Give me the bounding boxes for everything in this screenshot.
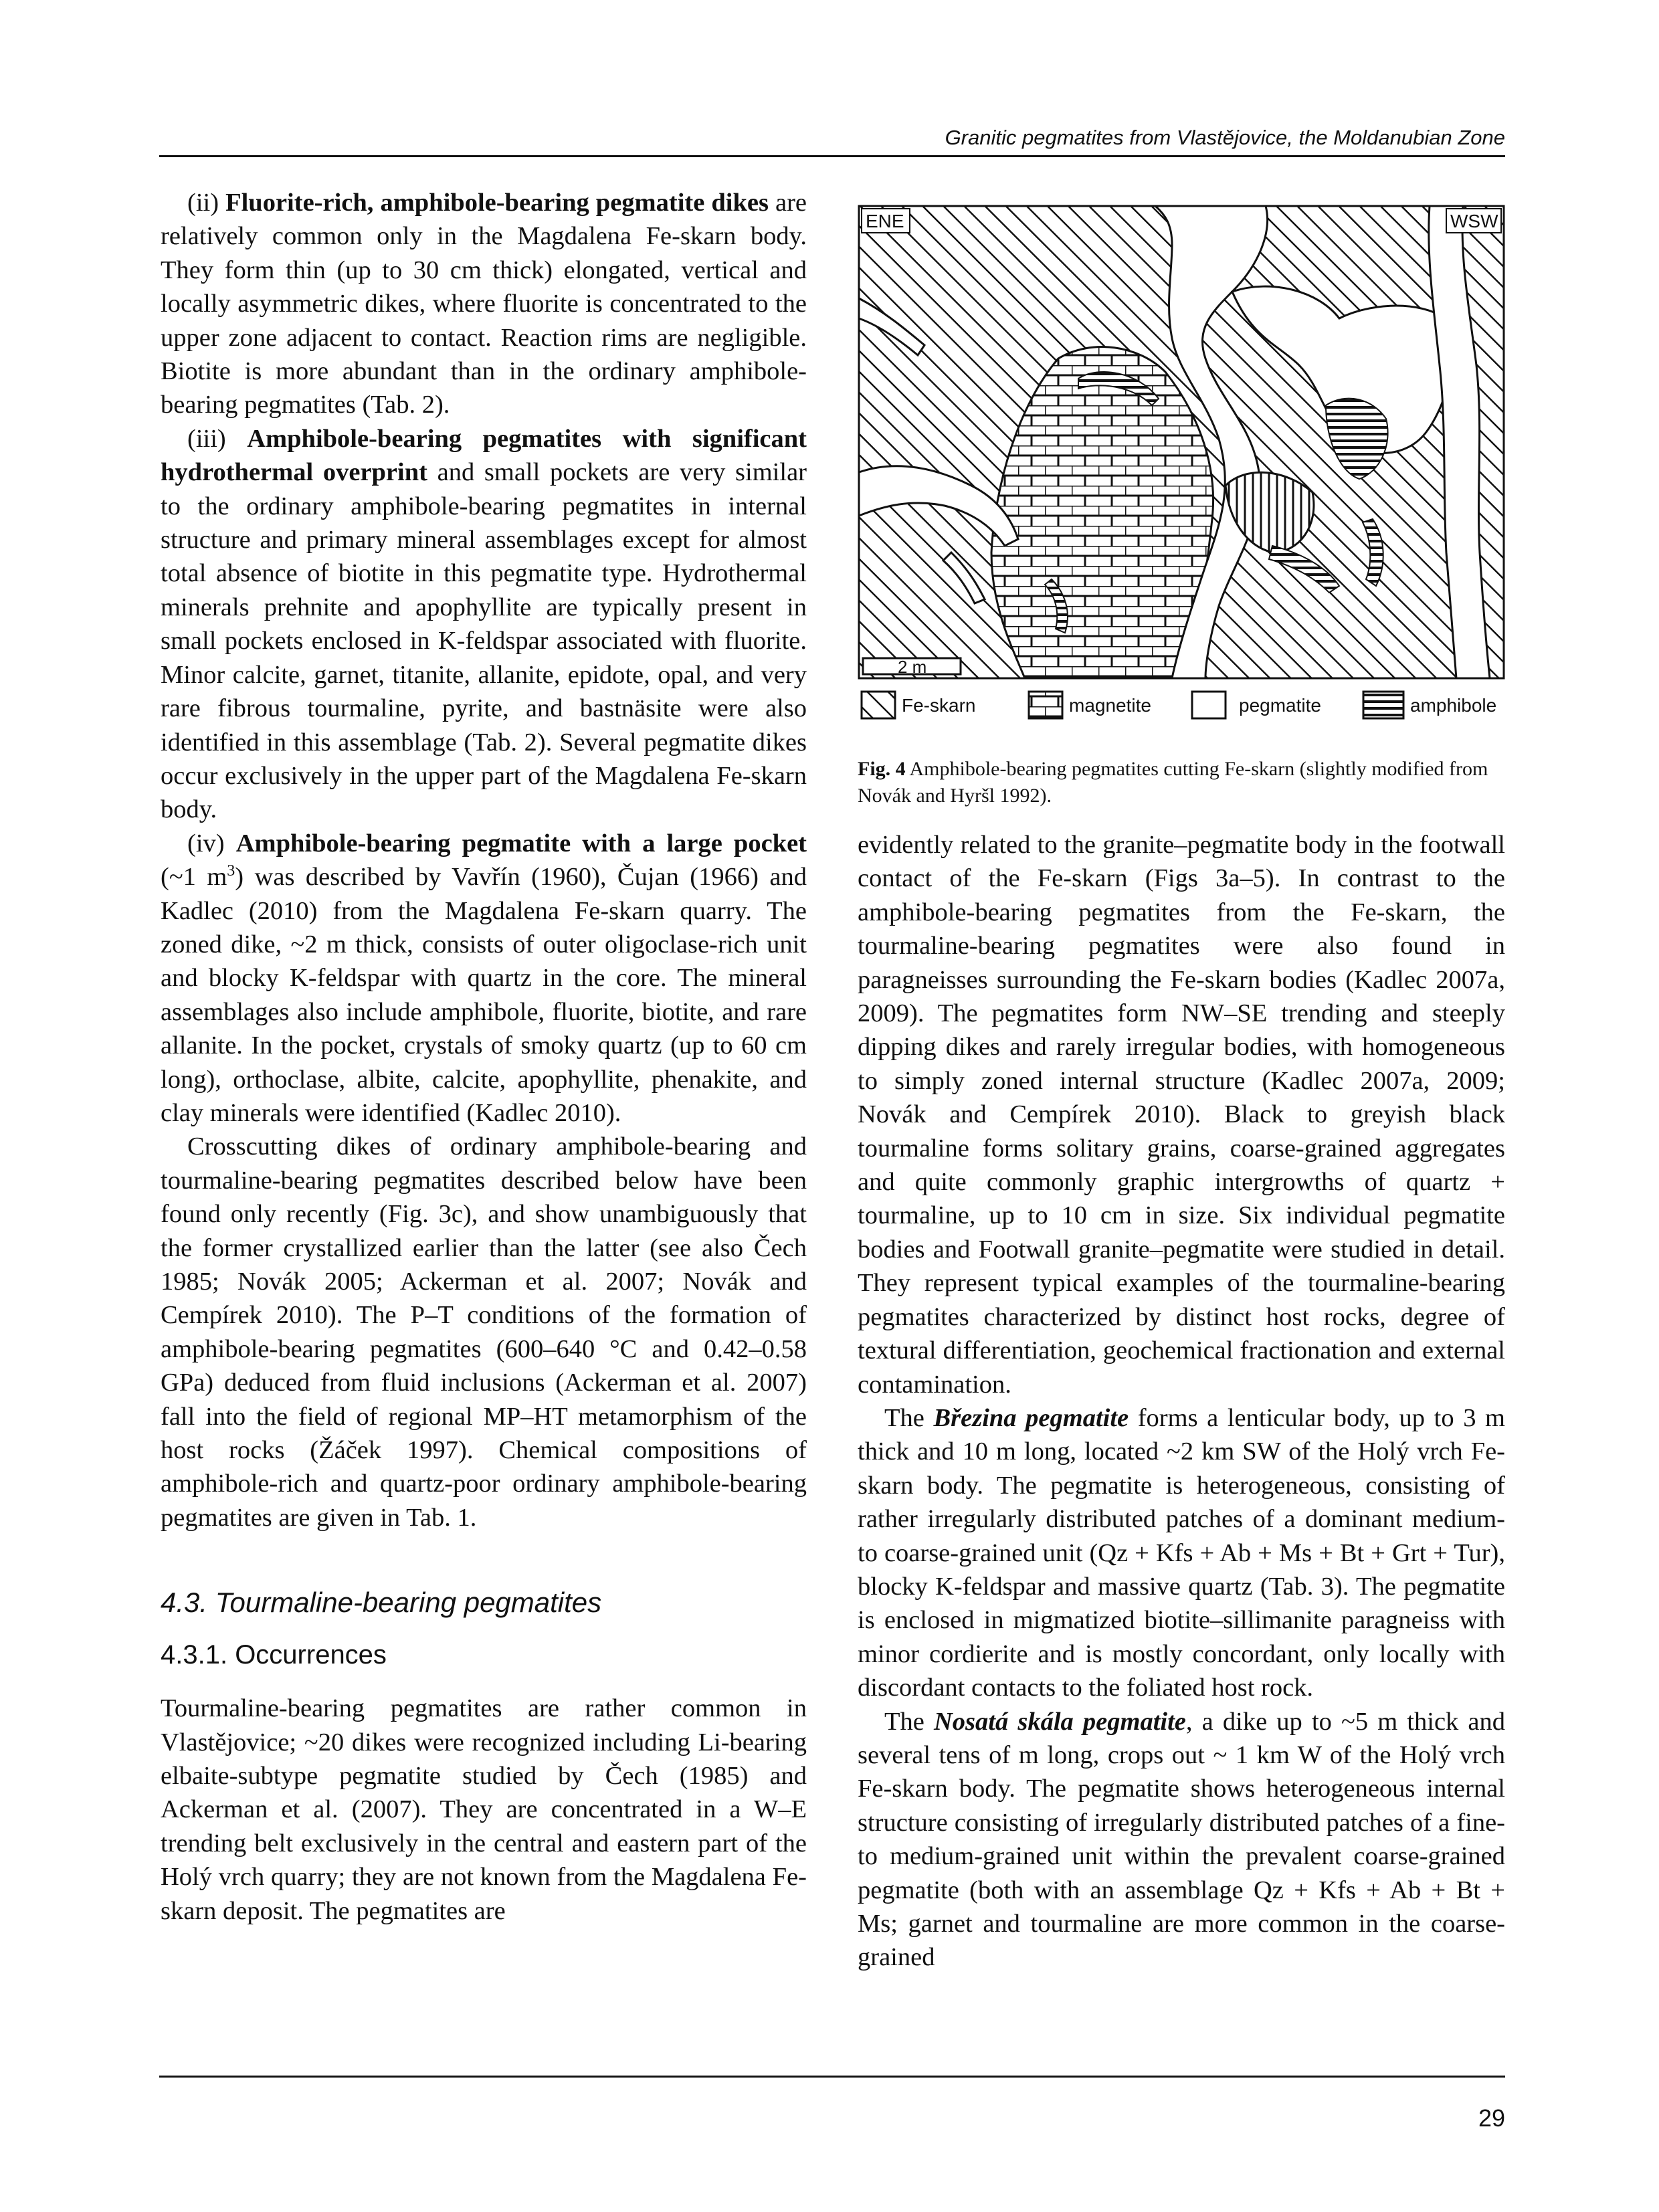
legend-label-fe-skarn: Fe-skarn: [902, 695, 976, 716]
legend-swatch-fe-skarn: [862, 692, 895, 718]
figure-caption: Fig. 4 Amphibole-bearing pegmatites cutting Fe-skarn (slightly modified from Novák and Hyršl 1992).: [858, 758, 1488, 807]
pegmatite-name: Březina pegmatite: [933, 1403, 1129, 1432]
header-rule: [159, 155, 1505, 157]
legend-swatch-magnetite: [1029, 692, 1062, 718]
legend-label-magnetite: magnetite: [1069, 695, 1151, 716]
orientation-label-left: ENE: [866, 211, 904, 231]
bold-term: Amphibole-bearing pegmatite with a large pocket: [235, 829, 807, 858]
scale-label: 2 m: [898, 657, 927, 677]
paragraph-nosata: The Nosatá skála pegmatite, a dike up to ~5 m thick and several tens of m long, crops out ~ 1 km W of the Holý vrch Fe-skarn body. The pegmatite shows heterogeneous internal structure consisting of irregularly distributed patches of a fine- to medium-grained unit within the prevalent coarse-grained pegmatite (both with an assemblage Qz + Kfs + Ab + Bt + Ms; garnet and tourmaline are more common in the coarse-grained: [858, 1707, 1506, 1972]
running-title: Granitic pegmatites from Vlastějovice, the Moldanubian Zone: [945, 126, 1505, 149]
section-heading: 4.3. Tourmaline-bearing pegmatites: [161, 1587, 602, 1619]
paragraph-iii: (iii) Amphibole-bearing pegmatites with significant hydrothermal overprint and small pockets are very similar to the ordinary amphibole-bearing pegmatites in internal structure and primary mineral assemblages except for almost total absence of biotite in this pegmatite type. Hydrothermal minerals prehnite and apophyllite are typically present in small pockets enclosed in K-feldspar associated with fluorite. Minor calcite, garnet, titanite, allanite, epidote, opal, and very rare fibrous tourmaline, pyrite, and bastnäsite were also identified in this assemblage (Tab. 2). Several pegmatite dikes occur exclusively in the upper part of the Magdalena Fe-skarn body.: [161, 424, 807, 824]
pegmatite-name: Nosatá skála pegmatite: [934, 1707, 1186, 1736]
paragraph-continued: evidently related to the granite–pegmatite body in the footwall contact of the Fe-skarn (Figs 3a–5). In contrast to the amphibole-bearing pegmatites from the Fe-skarn, the tourmaline-bearing pegmatites were also found in paragneisses surrounding the Fe-skarn bodies (Kadlec 2007a, 2009). The pegmatites form NW–SE trending and steeply dipping dikes and rarely irregular bodies, with homogeneous to simply zoned internal structure (Kadlec 2007a, 2009; Novák and Cempírek 2010). Black to greyish black tourmaline forms solitary grains, coarse-grained aggregates and quite commonly graphic intergrowths of quartz + tourmaline, up to 10 cm in size. Six individual pegmatite bodies and Footwall granite–pegmatite were studied in detail. They represent typical examples of the tourmaline-bearing pegmatites characterized by distinct host rocks, degree of textural differentiation, geochemical fractionation and external contamination.: [858, 831, 1505, 1399]
paragraph-occurrences: Tourmaline-bearing pegmatites are rather common in Vlastějovice; ~20 dikes were recognized including Li-bearing elbaite-subtype pegmatite studied by Čech (1985) and Ackerman et al. (2007). They are concentrated in a W–E trending belt exclusively in the central and eastern part of the Holý vrch quarry; they are not known from the Magdalena Fe-skarn deposit. The pegmatites are: [161, 1694, 807, 1925]
paragraph-iv: (iv) Amphibole-bearing pegmatite with a large pocket (~1 $m^3$) was described by Vavřín (1960), Čujan (1966) and Kadlec (2010) from the Magdalena Fe-skarn quarry. The zoned dike, ~2 m thick, consists of outer oligoclase-rich unit and blocky K-feldspar with quartz in the core. The mineral assemblages also include amphibole, fluorite, biotite, and rare allanite. In the pocket, crystals of smoky quartz (up to 60 cm long), orthoclase, albite, calcite, apophyllite, phenakite, and clay minerals were identified (Kadlec 2010).: [161, 829, 807, 1127]
geologic-sketch: [858, 205, 1505, 733]
orientation-label-right: WSW: [1450, 211, 1498, 231]
left-column: [161, 186, 807, 1928]
figure-number: Fig. 4: [858, 758, 906, 780]
subsection-heading: 4.3.1. Occurrences: [161, 1640, 387, 1670]
paragraph-brezina: The Březina pegmatite forms a lenticular body, up to 3 m thick and 10 m long, located ~2 km SW of the Holý vrch Fe-skarn body. The pegmatite is heterogeneous, consisting of rather irregularly distributed patches of a dominant medium- to coarse-grained unit (Qz + Kfs + Ab + Ms + Bt + Grt + Tur), blocky K-feldspar and massive quartz (Tab. 3). The pegmatite is enclosed in migmatized biotite–sillimanite paragneiss with minor cordierite and is mostly concordant, only locally with discordant contacts to the foliated host rock.: [858, 1403, 1505, 1702]
legend-swatch-amphibole: [1363, 692, 1403, 718]
figure-4: [858, 205, 1505, 733]
right-column: [858, 828, 1505, 1975]
legend-label-amphibole: amphibole: [1410, 695, 1497, 716]
page-number: 29: [1478, 2104, 1505, 2132]
legend-swatch-pegmatite: [1192, 692, 1226, 718]
paragraph-crosscutting: Crosscutting dikes of ordinary amphibole-bearing and tourmaline-bearing pegmatites described below have been found only recently (Fig. 3c), and show unambiguously that the former crystallized earlier than the latter (see also Čech 1985; Novák 2005; Ackerman et al. 2007; Novák and Cempírek 2010). The P–T conditions of the formation of amphibole-bearing pegmatites (600–640 °C and 0.42–0.58 GPa) deduced from fluid inclusions (Ackerman et al. 2007) fall into the field of regional MP–HT metamorphism of the host rocks (Žáček 1997). Chemical compositions of amphibole-rich and quartz-poor ordinary amphibole-bearing pegmatites are given in Tab. 1.: [161, 1132, 807, 1532]
bold-term: Fluorite-rich, amphibole-bearing pegmatite dikes: [225, 189, 769, 217]
legend-label-pegmatite: pegmatite: [1239, 695, 1321, 716]
footer-rule: [159, 2076, 1505, 2078]
bold-term: Amphibole-bearing pegmatites with significant hydrothermal overprint: [161, 424, 807, 487]
paragraph-ii: (ii) Fluorite-rich, amphibole-bearing pegmatite dikes are relatively common only in the Magdalena Fe-skarn body. They form thin (up to 30 cm thick) elongated, vertical and locally asymmetric dikes, where fluorite is concentrated to the upper zone adjacent to contact. Reaction rims are negligible. Biotite is more abundant than in the ordinary amphibole-bearing pegmatites (Tab. 2).: [161, 189, 807, 419]
